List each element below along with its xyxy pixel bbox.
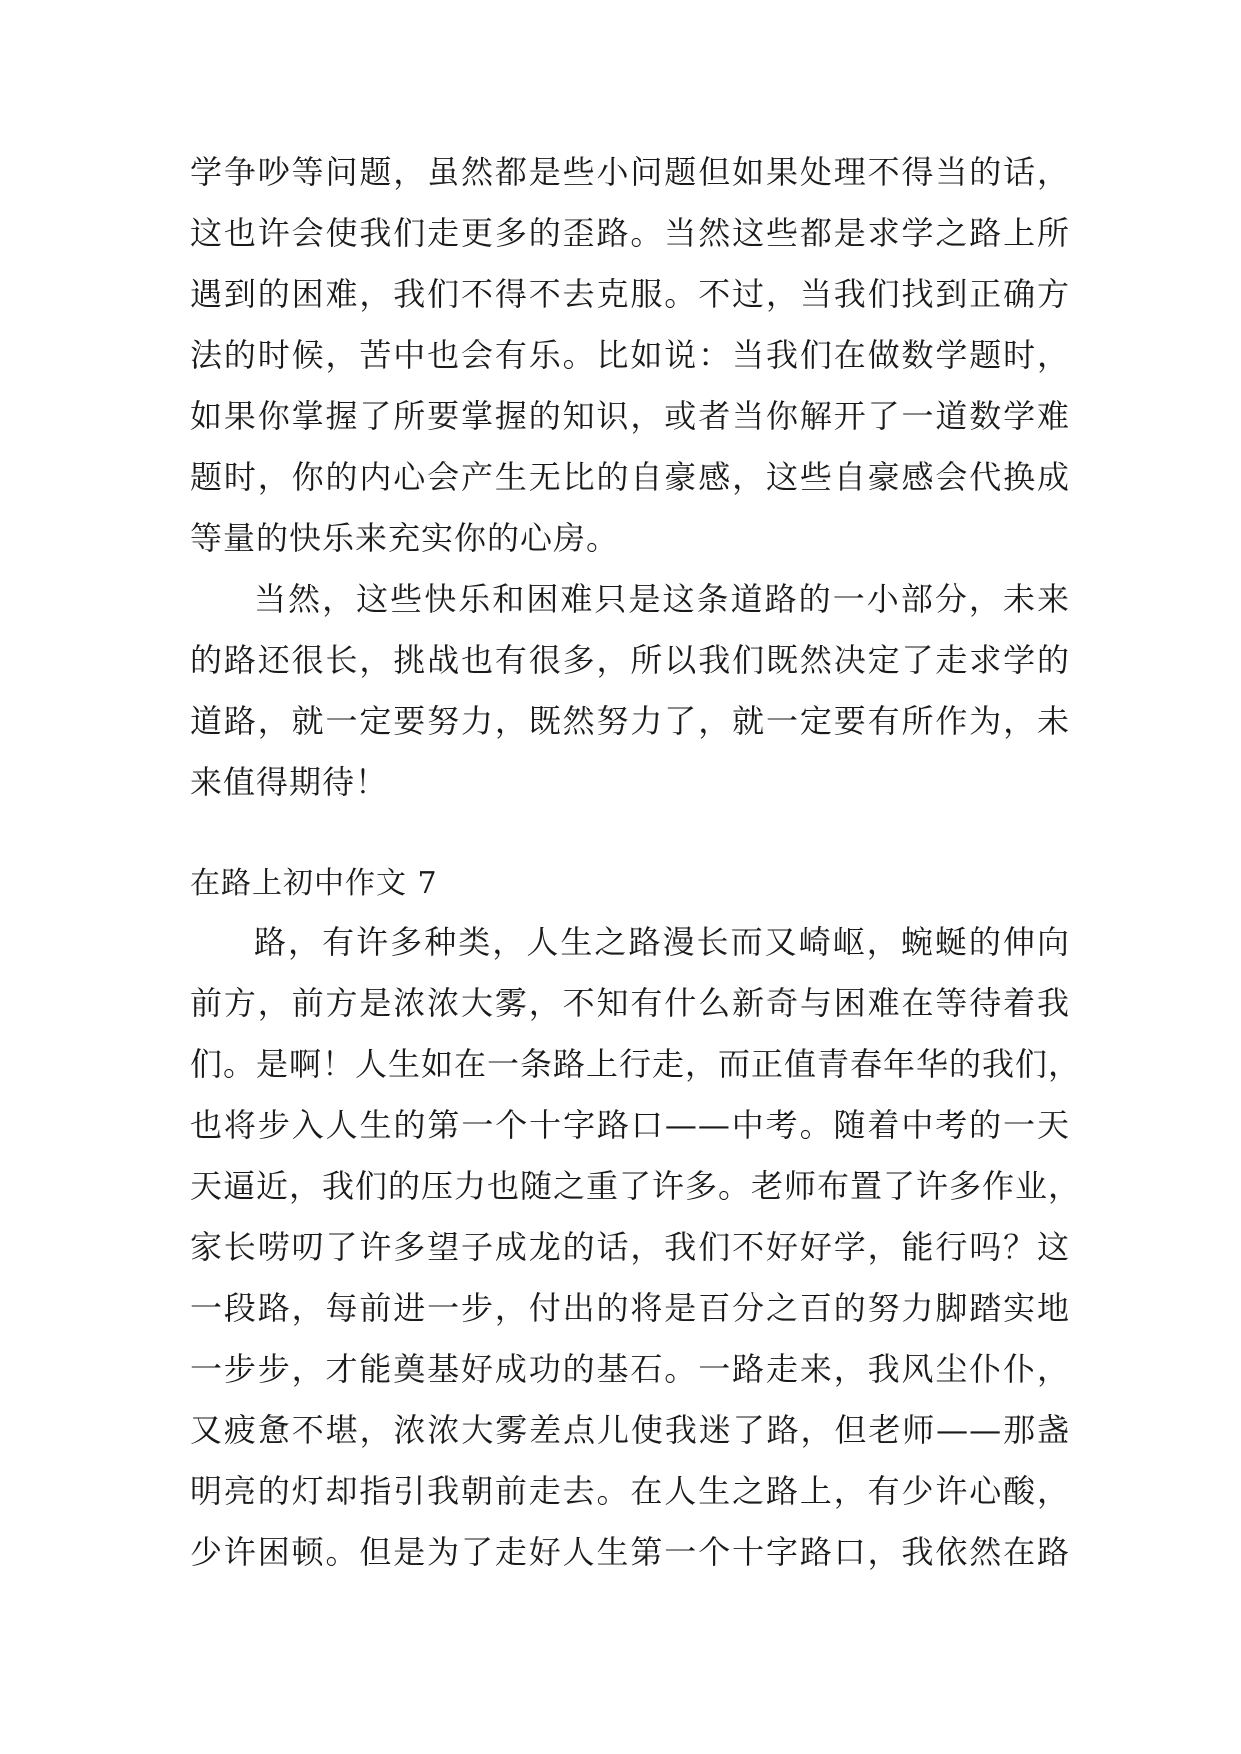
text-line: 的路还很长，挑战也有很多，所以我们既然决定了走求学的	[190, 641, 1070, 679]
text-line: 们。是啊！人生如在一条路上行走，而正值青春年华的我们，	[190, 1045, 1082, 1083]
text-line: 前方，前方是浓浓大雾，不知有什么新奇与困难在等待着我	[190, 984, 1070, 1022]
text-line: 天逼近，我们的压力也随之重了许多。老师布置了许多作业，	[190, 1167, 1082, 1205]
text-line: 题时，你的内心会产生无比的自豪感，这些自豪感会代换成	[190, 458, 1070, 496]
text-line: 如果你掌握了所要掌握的知识，或者当你解开了一道数学难	[190, 397, 1070, 435]
text-line: 学争吵等问题，虽然都是些小问题但如果处理不得当的话，	[190, 153, 1070, 191]
text-line: 明亮的灯却指引我朝前走去。在人生之路上，有少许心酸，	[190, 1472, 1070, 1510]
text-line: 一段路，每前进一步，付出的将是百分之百的努力脚踏实地	[190, 1289, 1070, 1327]
paragraph-conclusion	[190, 569, 1070, 813]
text-line: 等量的快乐来充实你的心房。	[190, 519, 620, 557]
text-line: 路，有许多种类，人生之路漫长而又崎岖，蜿蜒的伸向	[254, 923, 1070, 961]
paragraph-continued	[190, 142, 1070, 569]
section-title: 在路上初中作文 7	[190, 866, 438, 901]
section-heading	[190, 853, 1070, 914]
text-line: 遇到的困难，我们不得不去克服。不过，当我们找到正确方	[190, 275, 1070, 313]
text-line: 法的时候，苦中也会有乐。比如说：当我们在做数学题时，	[190, 336, 1070, 374]
text-line: 家长唠叨了许多望子成龙的话，我们不好好学，能行吗？这	[190, 1228, 1070, 1266]
text-line: 道路，就一定要努力，既然努力了，就一定要有所作为，未	[190, 702, 1070, 740]
text-line: 一步步，才能奠基好成功的基石。一路走来，我风尘仆仆，	[190, 1350, 1070, 1388]
text-line: 当然，这些快乐和困难只是这条道路的一小部分，未来	[254, 580, 1070, 618]
text-line: 来值得期待！	[190, 763, 389, 801]
text-line: 又疲惫不堪，浓浓大雾差点儿使我迷了路，但老师——那盏	[190, 1411, 1070, 1449]
text-line: 这也许会使我们走更多的歪路。当然这些都是求学之路上所	[190, 214, 1070, 252]
paragraph-essay	[190, 912, 1082, 1583]
text-line: 少许困顿。但是为了走好人生第一个十字路口，我依然在路	[190, 1533, 1070, 1571]
text-line: 也将步入人生的第一个十字路口——中考。随着中考的一天	[190, 1106, 1070, 1144]
